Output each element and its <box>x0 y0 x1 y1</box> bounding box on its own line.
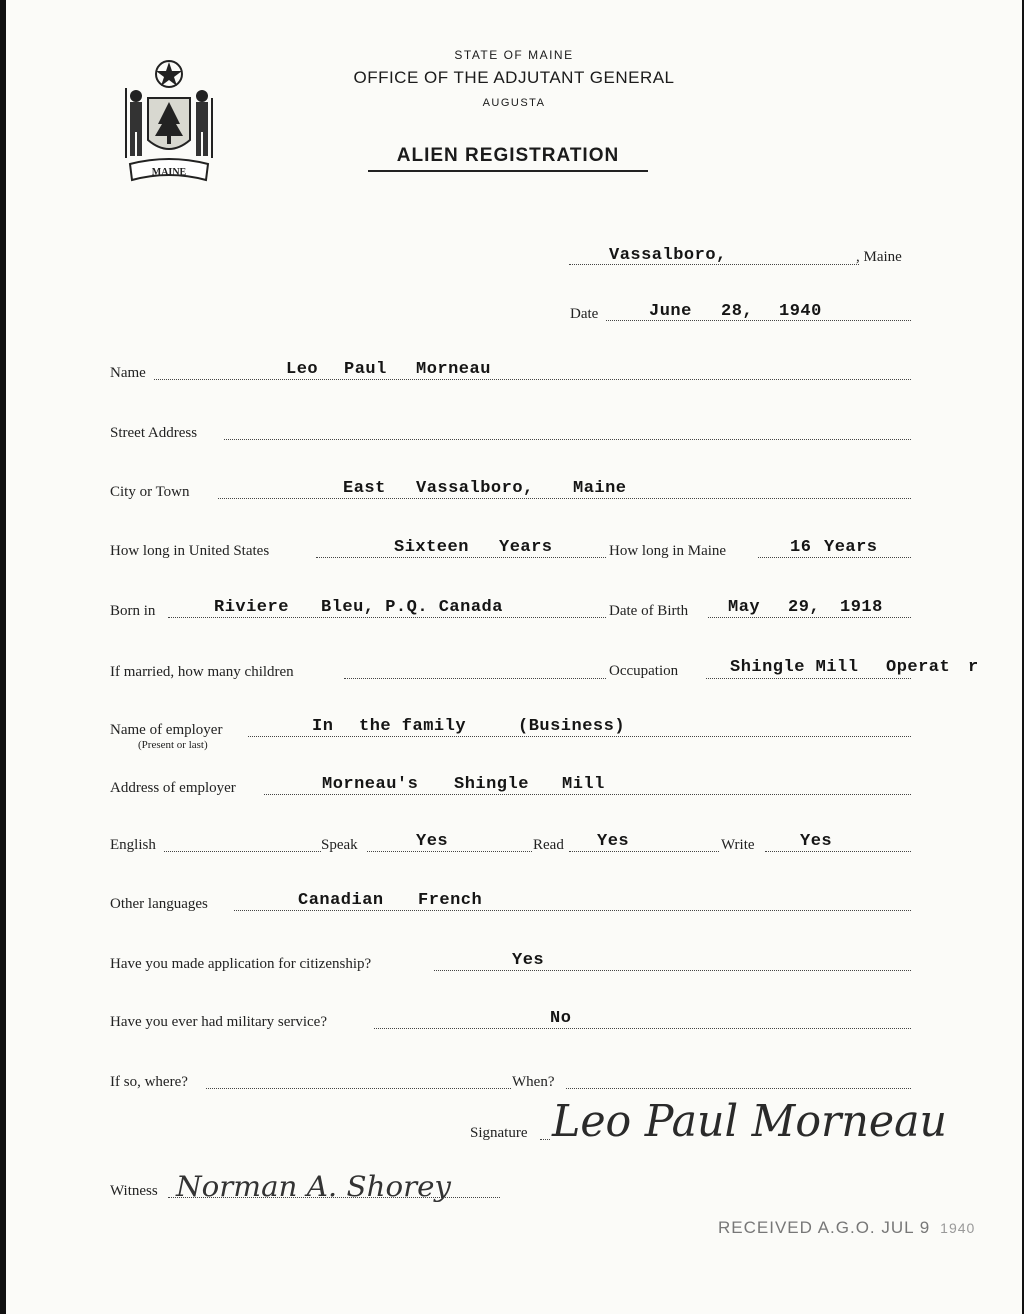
name-middle: Paul <box>344 360 387 379</box>
street-label: Street Address <box>110 425 198 441</box>
occupation-value-1: Shingle Mill <box>730 658 859 677</box>
name-label: Name <box>110 365 146 381</box>
dob-day: 29, <box>788 598 821 617</box>
office-heading: OFFICE OF THE ADJUTANT GENERAL <box>353 68 675 87</box>
occupation-value-2: Operat <box>886 658 951 677</box>
how-long-maine-value-2: Years <box>824 538 878 557</box>
when-label: When? <box>512 1074 555 1090</box>
dob-year: 1918 <box>840 598 883 617</box>
name-first: Leo <box>286 360 319 379</box>
where-label: If so, where? <box>110 1074 188 1090</box>
witness-signature-scrawl <box>172 1158 462 1218</box>
citizenship-value: Yes <box>512 951 545 970</box>
seal-banner-text: MAINE <box>151 167 187 178</box>
write-value: Yes <box>800 832 833 851</box>
military-value: No <box>550 1009 572 1028</box>
employer-address-value-3: Mill <box>562 775 605 794</box>
how-long-us-label: How long in United States <box>110 543 270 559</box>
state-heading: STATE OF MAINE <box>454 48 574 62</box>
received-stamp-text: RECEIVED A.G.O. JUL 9 <box>718 1218 931 1237</box>
signature-scrawl <box>544 1078 954 1158</box>
military-label: Have you ever had military service? <box>110 1014 327 1030</box>
military-line <box>374 1026 911 1029</box>
born-in-value-2: Bleu, P.Q. Canada <box>321 598 503 617</box>
maine-label: , Maine <box>856 249 902 265</box>
city-line <box>218 496 911 499</box>
employer-note: (Present or last) <box>138 739 208 751</box>
children-label: If married, how many children <box>110 664 294 680</box>
dob-month: May <box>728 598 761 617</box>
how-long-maine-label: How long in Maine <box>609 543 727 559</box>
where-line <box>206 1086 511 1089</box>
town-value: Vassalboro, <box>609 246 727 265</box>
date-month: June <box>649 302 692 321</box>
city-value-1: East <box>343 479 386 498</box>
signature-label: Signature <box>470 1125 528 1141</box>
employer-address-label: Address of employer <box>110 780 236 796</box>
form-title: ALIEN REGISTRATION <box>368 145 648 172</box>
employer-value-3: (Business) <box>518 717 626 736</box>
language-value-1: Canadian <box>298 891 384 910</box>
employer-value-2: the family <box>359 717 467 736</box>
name-last: Morneau <box>416 360 491 379</box>
employer-label: Name of employer <box>110 722 223 738</box>
date-of-birth-label: Date of Birth <box>609 603 689 619</box>
city-heading: AUGUSTA <box>482 97 546 109</box>
write-line <box>765 849 911 852</box>
employer-address-value-2: Shingle <box>454 775 529 794</box>
speak-label: Speak <box>321 837 358 853</box>
citizenship-line <box>434 968 911 971</box>
witness-text: Norman A. Shorey <box>174 1170 453 1203</box>
name-line <box>154 377 911 380</box>
citizenship-label: Have you made application for citizenship? <box>110 956 372 972</box>
write-label: Write <box>721 837 755 853</box>
speak-value: Yes <box>416 832 449 851</box>
witness-label: Witness <box>110 1183 158 1199</box>
other-languages-label: Other languages <box>110 896 208 912</box>
read-line <box>569 849 719 852</box>
signature-text: Leo Paul Morneau <box>551 1096 947 1147</box>
registration-form <box>6 0 1022 1314</box>
children-line <box>344 676 606 679</box>
street-line <box>224 437 911 440</box>
employer-address-value-1: Morneau's <box>322 775 419 794</box>
how-long-us-value-2: Years <box>499 538 553 557</box>
english-line <box>164 849 321 852</box>
city-value-2: Vassalboro, <box>416 479 534 498</box>
city-label: City or Town <box>110 484 190 500</box>
english-label: English <box>110 837 156 853</box>
read-label: Read <box>533 837 564 853</box>
read-value: Yes <box>597 832 630 851</box>
date-label: Date <box>570 306 599 322</box>
city-value-3: Maine <box>573 479 627 498</box>
received-stamp-year: 1940 <box>940 1220 976 1236</box>
born-in-label: Born in <box>110 603 156 619</box>
date-day: 28, <box>721 302 754 321</box>
how-long-maine-value-1: 16 <box>790 538 812 557</box>
employer-value-1: In <box>312 717 334 736</box>
speak-line <box>367 849 532 852</box>
date-year: 1940 <box>779 302 822 321</box>
how-long-us-value-1: Sixteen <box>394 538 469 557</box>
received-stamp <box>718 1218 975 1238</box>
born-in-value-1: Riviere <box>214 598 289 617</box>
language-value-2: French <box>418 891 483 910</box>
occupation-label: Occupation <box>609 663 679 679</box>
occupation-value-3: r <box>968 658 979 677</box>
